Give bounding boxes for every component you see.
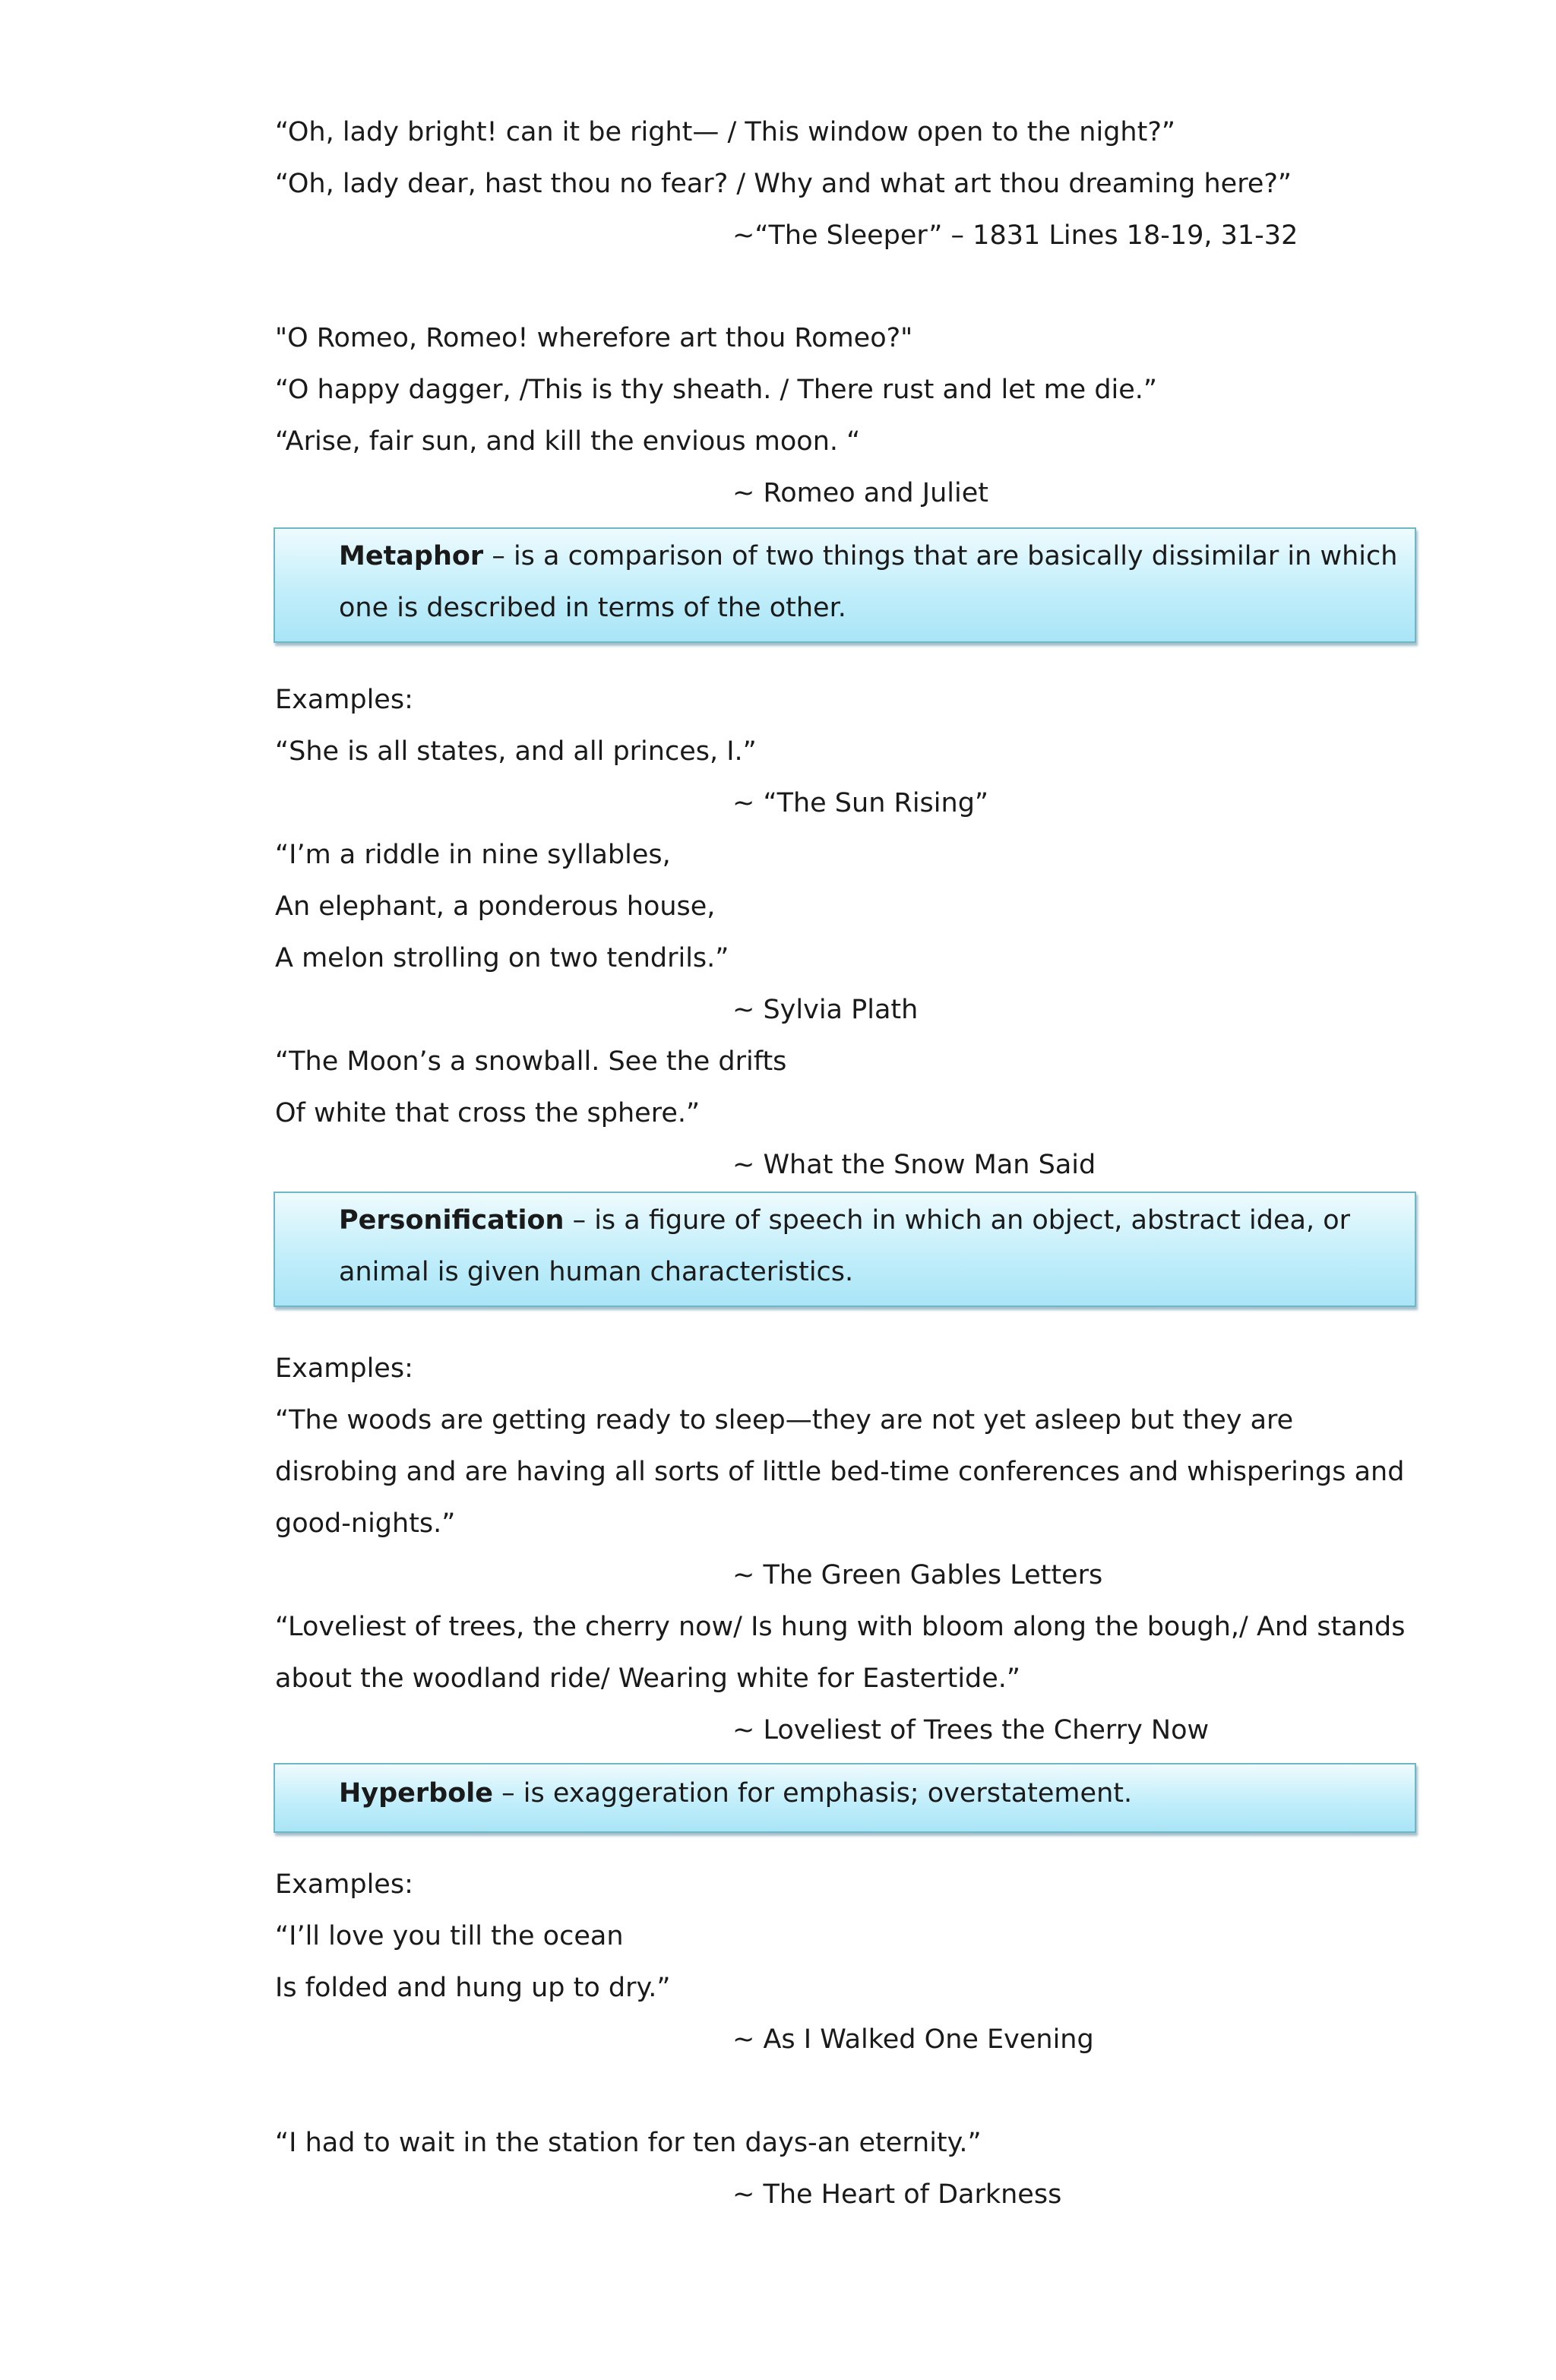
- definition-term: Personification: [339, 1205, 565, 1236]
- definition-line: one is described in terms of the other.: [339, 593, 846, 623]
- definition-box-personification: [274, 1192, 1416, 1307]
- example-line: “The woods are getting ready to sleep—they are not yet asleep but they are: [275, 1405, 1294, 1435]
- example-citation: ~ Sylvia Plath: [732, 995, 919, 1025]
- definition-box-hyperbole: [274, 1763, 1416, 1833]
- example-citation: ~ “The Sun Rising”: [732, 788, 989, 818]
- quote-line: “Oh, lady bright! can it be right— / This window open to the night?”: [275, 117, 1176, 147]
- example-line: “I’m a riddle in nine syllables,: [275, 840, 671, 870]
- quote-line: "O Romeo, Romeo! wherefore art thou Romeo?": [275, 323, 913, 353]
- definition-text: – is a comparison of two things that are basically dissimilar in which: [483, 541, 1398, 571]
- examples-label: Examples:: [275, 685, 413, 715]
- quote-line: “Arise, fair sun, and kill the envious moon. “: [275, 426, 861, 457]
- example-line: Is folded and hung up to dry.”: [275, 1973, 671, 2003]
- example-line: “She is all states, and all princes, I.”: [275, 736, 757, 767]
- example-citation: ~ What the Snow Man Said: [732, 1150, 1096, 1180]
- examples-label: Examples:: [275, 1869, 413, 1900]
- definition-line: animal is given human characteristics.: [339, 1257, 854, 1287]
- example-line: Of white that cross the sphere.”: [275, 1098, 701, 1128]
- definition-text: – is a figure of speech in which an object, abstract idea, or: [564, 1205, 1351, 1236]
- definition-text: – is exaggeration for emphasis; overstatement.: [493, 1778, 1133, 1809]
- example-line: An elephant, a ponderous house,: [275, 891, 716, 922]
- quote-citation: ~“The Sleeper” – 1831 Lines 18-19, 31-32: [732, 220, 1298, 251]
- definition-box-metaphor: [274, 527, 1416, 643]
- example-citation: ~ As I Walked One Evening: [732, 2024, 1094, 2055]
- example-line: about the woodland ride/ Wearing white for Eastertide.”: [275, 1663, 1021, 1694]
- definition-line: [339, 1204, 1350, 1237]
- definition-line: [339, 540, 1397, 573]
- example-citation: ~ The Green Gables Letters: [732, 1560, 1103, 1590]
- example-line: “The Moon’s a snowball. See the drifts: [275, 1046, 787, 1077]
- examples-label: Examples:: [275, 1353, 413, 1384]
- example-line: good-nights.”: [275, 1508, 456, 1539]
- example-line: “Loveliest of trees, the cherry now/ Is hung with bloom along the bough,/ And stands: [275, 1612, 1406, 1642]
- quote-line: “O happy dagger, /This is thy sheath. / There rust and let me die.”: [275, 375, 1158, 405]
- definition-line: [339, 1777, 1132, 1810]
- definition-term: Metaphor: [339, 541, 484, 571]
- example-line: “I’ll love you till the ocean: [275, 1921, 624, 1951]
- quote-citation: ~ Romeo and Juliet: [732, 478, 988, 508]
- example-citation: ~ The Heart of Darkness: [732, 2179, 1062, 2210]
- example-line: disrobing and are having all sorts of little bed-time conferences and whisperings and: [275, 1457, 1405, 1487]
- example-line: “I had to wait in the station for ten days-an eternity.”: [275, 2128, 982, 2158]
- example-line: A melon strolling on two tendrils.”: [275, 943, 729, 973]
- quote-line: “Oh, lady dear, hast thou no fear? / Why and what art thou dreaming here?”: [275, 169, 1292, 199]
- definition-term: Hyperbole: [339, 1778, 493, 1809]
- example-citation: ~ Loveliest of Trees the Cherry Now: [732, 1715, 1210, 1745]
